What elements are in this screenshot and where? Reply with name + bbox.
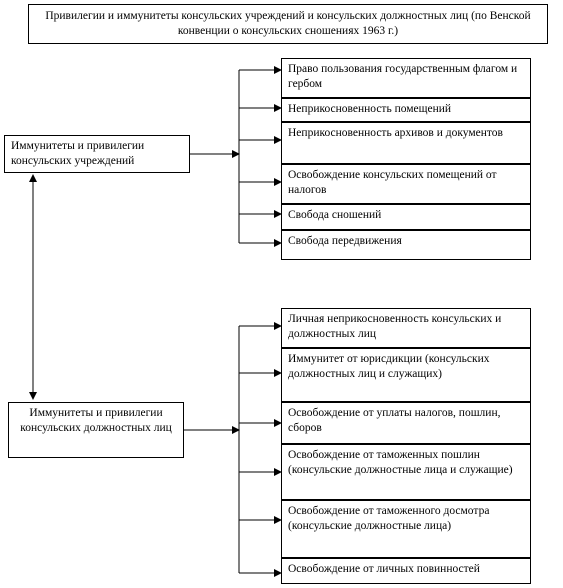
official-item: Личная неприкосновенность консульских и должностных лиц [281, 308, 531, 348]
official-item: Освобождение от таможенного досмотра (консульские должностные лица) [281, 500, 531, 558]
institution-item: Освобождение консульских помещений от налогов [281, 164, 531, 204]
institution-item: Свобода передвижения [281, 230, 531, 260]
institution-item: Неприкосновенность помещений [281, 98, 531, 122]
group-institutions-box: Иммунитеты и привилегии консульских учреждений [4, 135, 190, 173]
diagram-title: Привилегии и иммунитеты консульских учреждений и консульских должностных лиц (по Венской конвенции о консульских сношениях 1963 г.) [28, 4, 548, 44]
official-item: Освобождение от личных повинностей [281, 558, 531, 584]
official-item: Освобождение от уплаты налогов, пошлин, сборов [281, 402, 531, 444]
institution-item: Свобода сношений [281, 204, 531, 230]
group-officials-box: Иммунитеты и привилегии консульских должностных лиц [8, 402, 184, 458]
official-item: Освобождение от таможенных пошлин (консульские должностные лица и служащие) [281, 444, 531, 500]
official-item: Иммунитет от юрисдикции (консульских должностных лиц и служащих) [281, 348, 531, 402]
institution-item: Неприкосновенность архивов и документов [281, 122, 531, 164]
institution-item: Право пользования государственным флагом и гербом [281, 58, 531, 98]
